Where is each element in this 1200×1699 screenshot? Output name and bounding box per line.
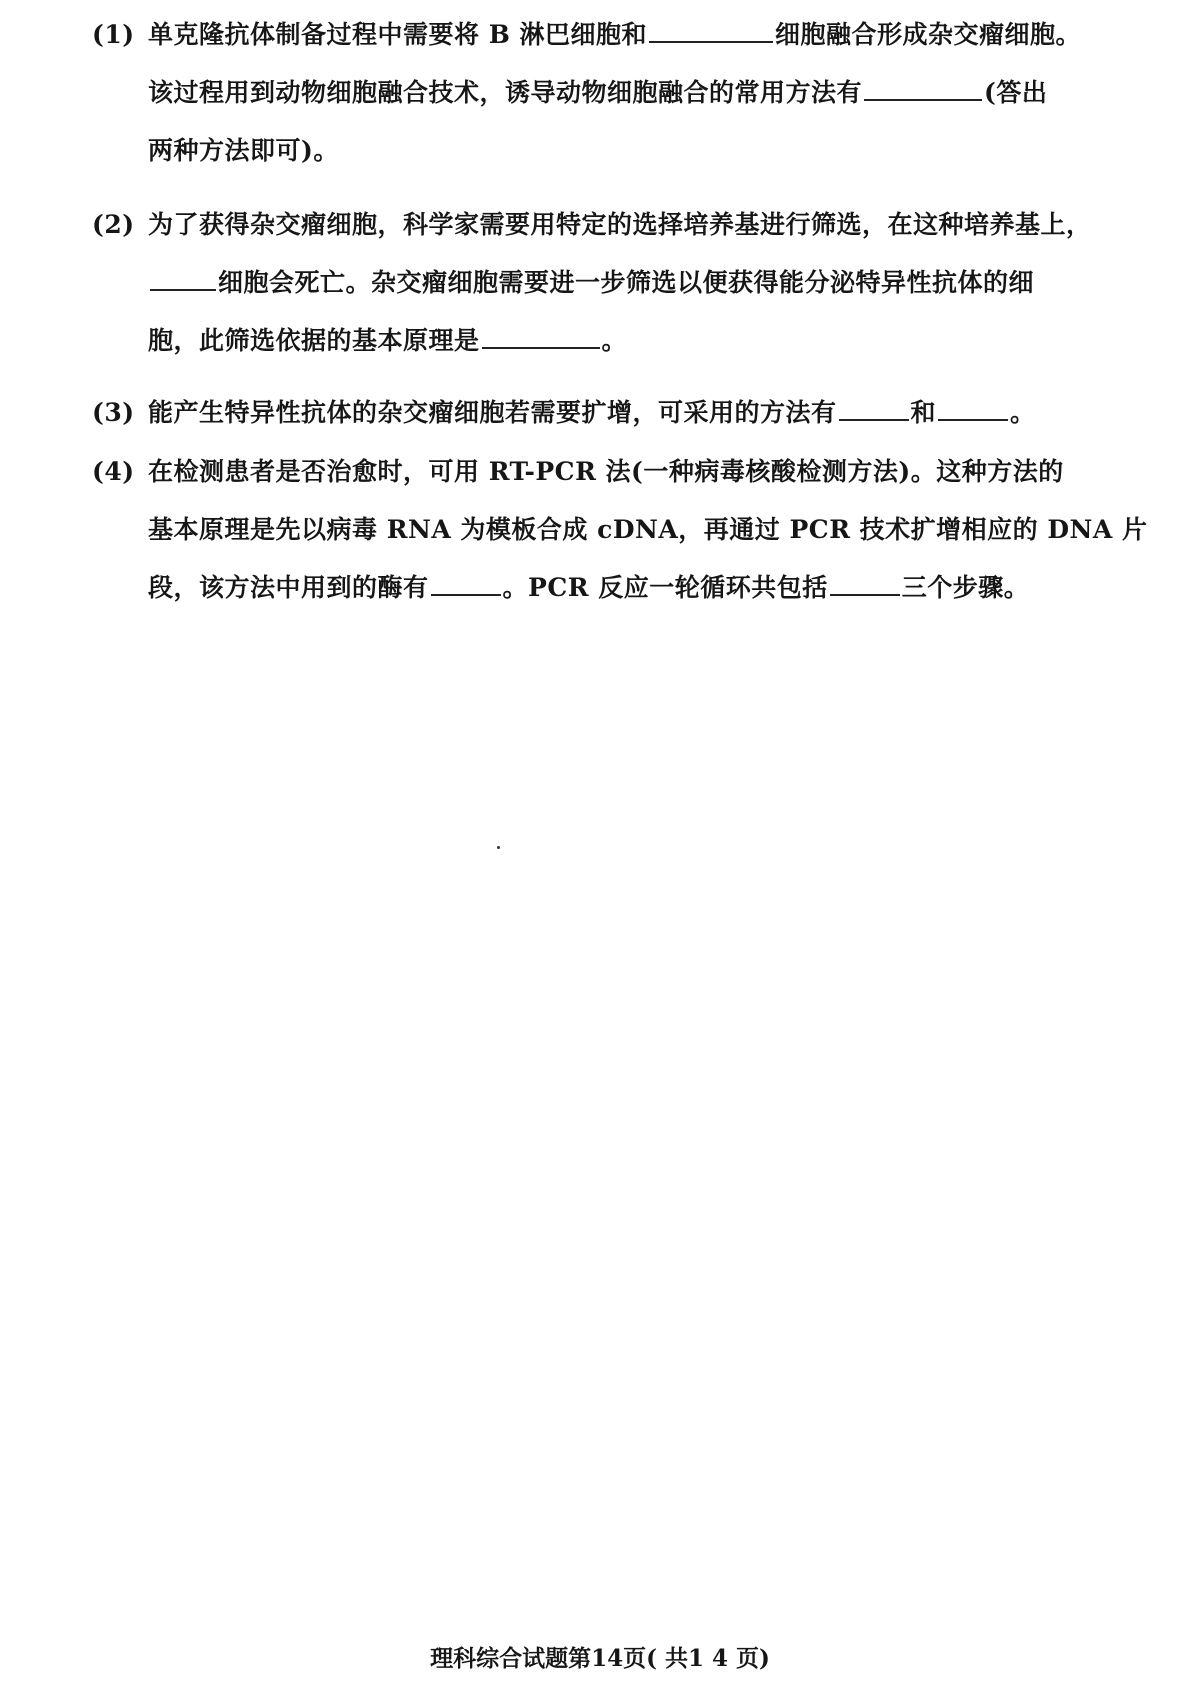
question-1-text-e: 两种方法即可)。: [148, 136, 339, 165]
answer-blank-1b[interactable]: [864, 77, 982, 101]
question-1-number: (1): [92, 20, 135, 49]
question-2: [92, 196, 1132, 370]
question-4-line-1: [92, 443, 1132, 501]
question-2-text-b: 细胞会死亡。杂交瘤细胞需要进一步筛选以便获得能分泌特异性抗体的细: [218, 268, 1035, 297]
question-4-text-c: 段，该方法中用到的酶有: [148, 573, 429, 602]
question-2-line-1: [92, 196, 1132, 254]
question-1: [92, 6, 1132, 180]
question-1-text-a: 单克隆抗体制备过程中需要将 B 淋巴细胞和: [148, 20, 648, 49]
question-4-number: (4): [92, 457, 135, 486]
question-3-number: (3): [92, 398, 135, 427]
answer-blank-4a[interactable]: [431, 572, 501, 596]
question-1-text-c: 该过程用到动物细胞融合技术，诱导动物细胞融合的常用方法有: [148, 78, 863, 107]
scan-speck: [497, 846, 500, 849]
question-4-text-d: 。PCR 反应一轮循环共包括: [502, 573, 828, 602]
question-4-text-b: 基本原理是先以病毒 RNA 为模板合成 cDNA，再通过 PCR 技术扩增相应的 DNA 片: [148, 515, 1148, 544]
question-4-line-2: [92, 501, 1148, 559]
question-1-text-d: (答出: [984, 78, 1048, 107]
answer-blank-2b[interactable]: [482, 325, 600, 349]
question-3: [92, 384, 1132, 442]
question-1-line-3: [92, 122, 1132, 180]
question-1-line-2: [92, 64, 1132, 122]
answer-blank-4b[interactable]: [830, 572, 900, 596]
answer-blank-3a[interactable]: [839, 397, 909, 421]
question-2-text-c: 胞，此筛选依据的基本原理是: [148, 326, 480, 355]
question-3-text-b: 和: [910, 398, 937, 427]
answer-blank-3b[interactable]: [938, 397, 1008, 421]
question-3-line-1: [92, 384, 1132, 442]
question-2-line-3: [92, 312, 1132, 370]
question-4: [92, 443, 1148, 617]
question-4-text-a: 在检测患者是否治愈时，可用 RT-PCR 法(一种病毒核酸检测方法)。这种方法的: [148, 457, 1064, 486]
question-3-text-c: 。: [1010, 398, 1036, 427]
page-footer: 理科综合试题第14页( 共1 4 页): [430, 1645, 770, 1672]
answer-blank-2a[interactable]: [150, 267, 216, 291]
question-1-line-1: [92, 6, 1132, 64]
question-4-line-3: [92, 559, 1132, 617]
question-2-text-a: 为了获得杂交瘤细胞，科学家需要用特定的选择培养基进行筛选，在这种培养基上，: [148, 210, 1092, 239]
question-2-number: (2): [92, 210, 135, 239]
question-2-text-d: 。: [601, 326, 628, 355]
answer-blank-1a[interactable]: [649, 19, 773, 43]
question-3-text-a: 能产生特异性抗体的杂交瘤细胞若需要扩增，可采用的方法有: [148, 398, 837, 427]
question-2-line-2: [92, 254, 1132, 312]
question-1-text-b: 细胞融合形成杂交瘤细胞。: [775, 20, 1082, 49]
question-4-text-e: 三个步骤。: [901, 573, 1030, 602]
